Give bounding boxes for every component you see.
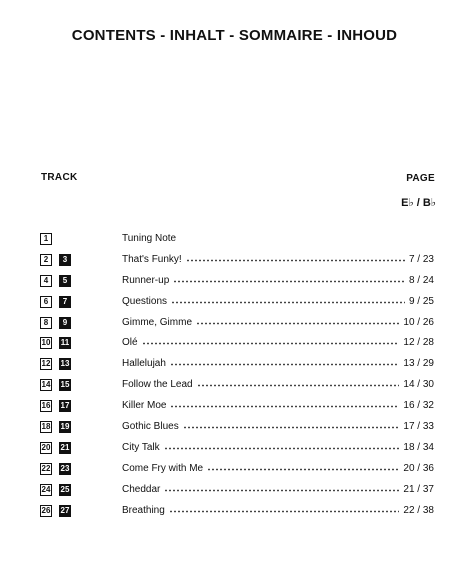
playalong-track-box: 5 xyxy=(59,275,71,287)
song-title: Gothic Blues xyxy=(122,421,179,433)
dot-leader xyxy=(164,442,400,450)
dot-leader xyxy=(186,254,405,262)
playalong-track-box: 25 xyxy=(60,484,70,494)
track-number-box: 10 xyxy=(41,338,51,348)
page-numbers: 22 / 38 xyxy=(403,504,434,516)
page-numbers: 18 / 34 xyxy=(403,441,434,453)
contents-entry xyxy=(122,442,434,454)
contents-entry xyxy=(122,317,434,329)
list-item xyxy=(40,400,440,421)
page-numbers: 17 / 33 xyxy=(403,421,434,433)
song-title: Gimme, Gimme xyxy=(122,316,192,328)
list-item xyxy=(40,358,440,379)
contents-entry xyxy=(122,400,434,412)
track-number-box: 22 xyxy=(41,463,51,473)
playalong-track-box: 15 xyxy=(60,380,70,390)
contents-entry xyxy=(122,379,434,391)
track-column-header: TRACK xyxy=(41,172,78,183)
playalong-track-box: 9 xyxy=(59,317,71,329)
song-title: Runner-up xyxy=(122,274,170,286)
playalong-track-box: 13 xyxy=(60,359,70,369)
dot-leader xyxy=(207,463,399,471)
page-numbers: 9 / 25 xyxy=(408,295,434,307)
track-number-box: 4 xyxy=(40,275,52,287)
dot-leader xyxy=(183,421,400,429)
list-item xyxy=(40,442,440,463)
list-item xyxy=(40,233,440,254)
list-item xyxy=(40,484,440,505)
playalong-track-box: 21 xyxy=(60,442,70,452)
contents-list xyxy=(40,233,440,525)
list-item xyxy=(40,379,440,400)
page-numbers: 13 / 29 xyxy=(403,358,434,370)
dot-leader xyxy=(170,358,399,366)
contents-entry xyxy=(122,484,434,496)
list-item xyxy=(40,275,440,296)
playalong-track-box: 7 xyxy=(59,296,71,308)
contents-entry xyxy=(122,275,434,287)
track-number-box: 16 xyxy=(41,401,51,411)
track-number-box: 8 xyxy=(40,317,52,329)
key-header: E♭ / B♭ xyxy=(401,197,436,209)
playalong-track-box: 11 xyxy=(60,338,70,348)
playalong-track-box: 23 xyxy=(60,463,70,473)
page-title: CONTENTS - INHALT - SOMMAIRE - INHOUD xyxy=(71,27,398,44)
song-title: Tuning Note xyxy=(122,233,177,244)
song-title: Questions xyxy=(122,295,168,307)
contents-entry xyxy=(122,358,434,370)
track-number-box: 18 xyxy=(41,422,51,432)
contents-entry xyxy=(122,505,434,517)
page-numbers: 10 / 26 xyxy=(403,316,434,328)
track-number-box: 1 xyxy=(40,233,52,245)
track-number-box: 12 xyxy=(41,359,51,369)
contents-entry xyxy=(122,421,434,433)
playalong-track-box: 27 xyxy=(60,505,70,515)
page-numbers: 8 / 24 xyxy=(408,274,434,286)
dot-leader xyxy=(173,275,405,283)
page-numbers: 16 / 32 xyxy=(403,400,434,412)
list-item xyxy=(40,505,440,526)
track-number-box: 20 xyxy=(41,442,51,452)
dot-leader xyxy=(142,337,400,345)
song-title: Breathing xyxy=(122,504,165,516)
song-title: Hallelujah xyxy=(122,358,166,370)
track-number-box: 6 xyxy=(40,296,52,308)
song-title: Cheddar xyxy=(122,483,161,495)
song-title: Killer Moe xyxy=(122,400,167,412)
list-item xyxy=(40,337,440,358)
dot-leader xyxy=(196,317,399,325)
playalong-track-box: 19 xyxy=(60,422,70,432)
contents-entry xyxy=(122,463,434,475)
list-item xyxy=(40,421,440,442)
page-numbers: 20 / 36 xyxy=(403,462,434,474)
list-item xyxy=(40,296,440,317)
page-numbers: 14 / 30 xyxy=(403,379,434,391)
list-item xyxy=(40,254,440,275)
dot-leader xyxy=(169,505,400,513)
track-number-box: 2 xyxy=(40,254,52,266)
song-title: Follow the Lead xyxy=(122,379,193,391)
page-numbers: 7 / 23 xyxy=(408,253,434,265)
song-title: City Talk xyxy=(122,441,160,453)
page-column-header: PAGE xyxy=(406,173,435,184)
song-title: Olé xyxy=(122,337,138,349)
contents-entry xyxy=(122,296,434,308)
dot-leader xyxy=(171,296,405,304)
track-number-box: 26 xyxy=(41,505,51,515)
dot-leader xyxy=(164,484,399,492)
contents-entry xyxy=(122,233,434,245)
page-numbers: 21 / 37 xyxy=(403,483,434,495)
track-number-box: 24 xyxy=(41,484,51,494)
dot-leader xyxy=(170,400,399,408)
playalong-track-box: 17 xyxy=(60,401,70,411)
list-item xyxy=(40,463,440,484)
song-title: That's Funky! xyxy=(122,253,182,265)
playalong-track-box: 3 xyxy=(59,254,71,266)
dot-leader xyxy=(197,379,400,387)
contents-entry xyxy=(122,254,434,266)
song-title: Come Fry with Me xyxy=(122,462,204,474)
contents-entry xyxy=(122,337,434,349)
list-item xyxy=(40,317,440,338)
track-number-box: 14 xyxy=(41,380,51,390)
page-numbers: 12 / 28 xyxy=(403,337,434,349)
